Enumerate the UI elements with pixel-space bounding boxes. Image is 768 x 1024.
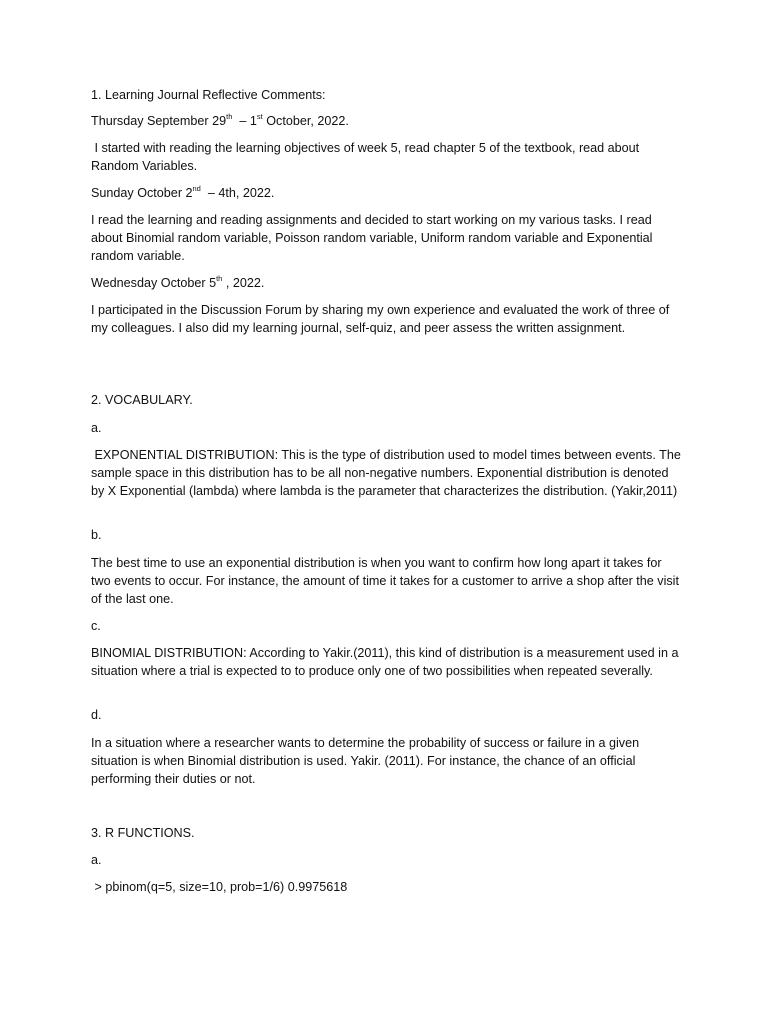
entry1-date xyxy=(91,113,681,131)
entry1-date-mid: – 1 xyxy=(232,114,257,128)
entry1-date-sup1: th xyxy=(226,111,233,121)
entry2-date-sup: nd xyxy=(192,183,201,193)
entry3-date-pre: Wednesday October 5 xyxy=(91,276,217,290)
item-d-label: d. xyxy=(91,708,102,722)
entry2-text: I read the learning and reading assignments and decided to start working on my various tasks. I read about Binomial random variable, Poisson random variable, Uniform random variable and Exponential random variable. xyxy=(91,213,653,263)
item-b-text: The best time to use an exponential distribution is when you want to confirm how long apart it takes for two events to occur. For instance, the amount of time it takes for a customer to arrive a shop after the visit of the last one. xyxy=(91,556,679,606)
entry2-date-post: – 4th, 2022. xyxy=(200,186,275,200)
item-c-text: BINOMIAL DISTRIBUTION: According to Yakir.(2011), this kind of distribution is a measurement used in a situation where a trial is expected to to produce only one of two possibilities when repeated severally. xyxy=(91,646,679,678)
entry1-text: I started with reading the learning objectives of week 5, read chapter 5 of the textbook, read about Random Variables. xyxy=(91,141,643,173)
section2-heading: 2. VOCABULARY. xyxy=(91,393,193,407)
item-c-label: c. xyxy=(91,619,101,633)
entry3-text: I participated in the Discussion Forum by sharing my own experience and evaluated the work of three of my colleagues. I also did my learning journal, self-quiz, and peer assess the written assignment. xyxy=(91,303,670,335)
item-a-text: EXPONENTIAL DISTRIBUTION: This is the type of distribution used to model times between events. The sample space in this distribution has to be all non-negative numbers. Exponential distribution is denoted by X Exponential (lambda) where lambda is the parameter that characterizes the distribution. (Yakir,2011) xyxy=(91,448,685,498)
entry2-date xyxy=(91,185,681,203)
entry3-date xyxy=(91,275,681,293)
item-3a-text: > pbinom(q=5, size=10, prob=1/6) 0.9975618 xyxy=(91,880,348,894)
section1-heading: 1. Learning Journal Reflective Comments: xyxy=(91,88,326,102)
entry3-date-sup: th xyxy=(216,273,223,283)
entry1-date-pre: Thursday September 29 xyxy=(91,114,227,128)
item-b-label: b. xyxy=(91,528,102,542)
item-a-label: a. xyxy=(91,421,102,435)
item-d-text: In a situation where a researcher wants to determine the probability of success or failure in a given situation is when Binomial distribution is used. Yakir. (2011). For instance, the chance of an official performing their duties or not. xyxy=(91,736,640,786)
entry3-date-post: , 2022. xyxy=(222,276,265,290)
item-3a-label: a. xyxy=(91,853,102,867)
section3-heading: 3. R FUNCTIONS. xyxy=(91,826,195,840)
entry1-date-post: October, 2022. xyxy=(262,114,349,128)
entry1-date-sup2: st xyxy=(256,111,263,121)
entry2-date-pre: Sunday October 2 xyxy=(91,186,193,200)
